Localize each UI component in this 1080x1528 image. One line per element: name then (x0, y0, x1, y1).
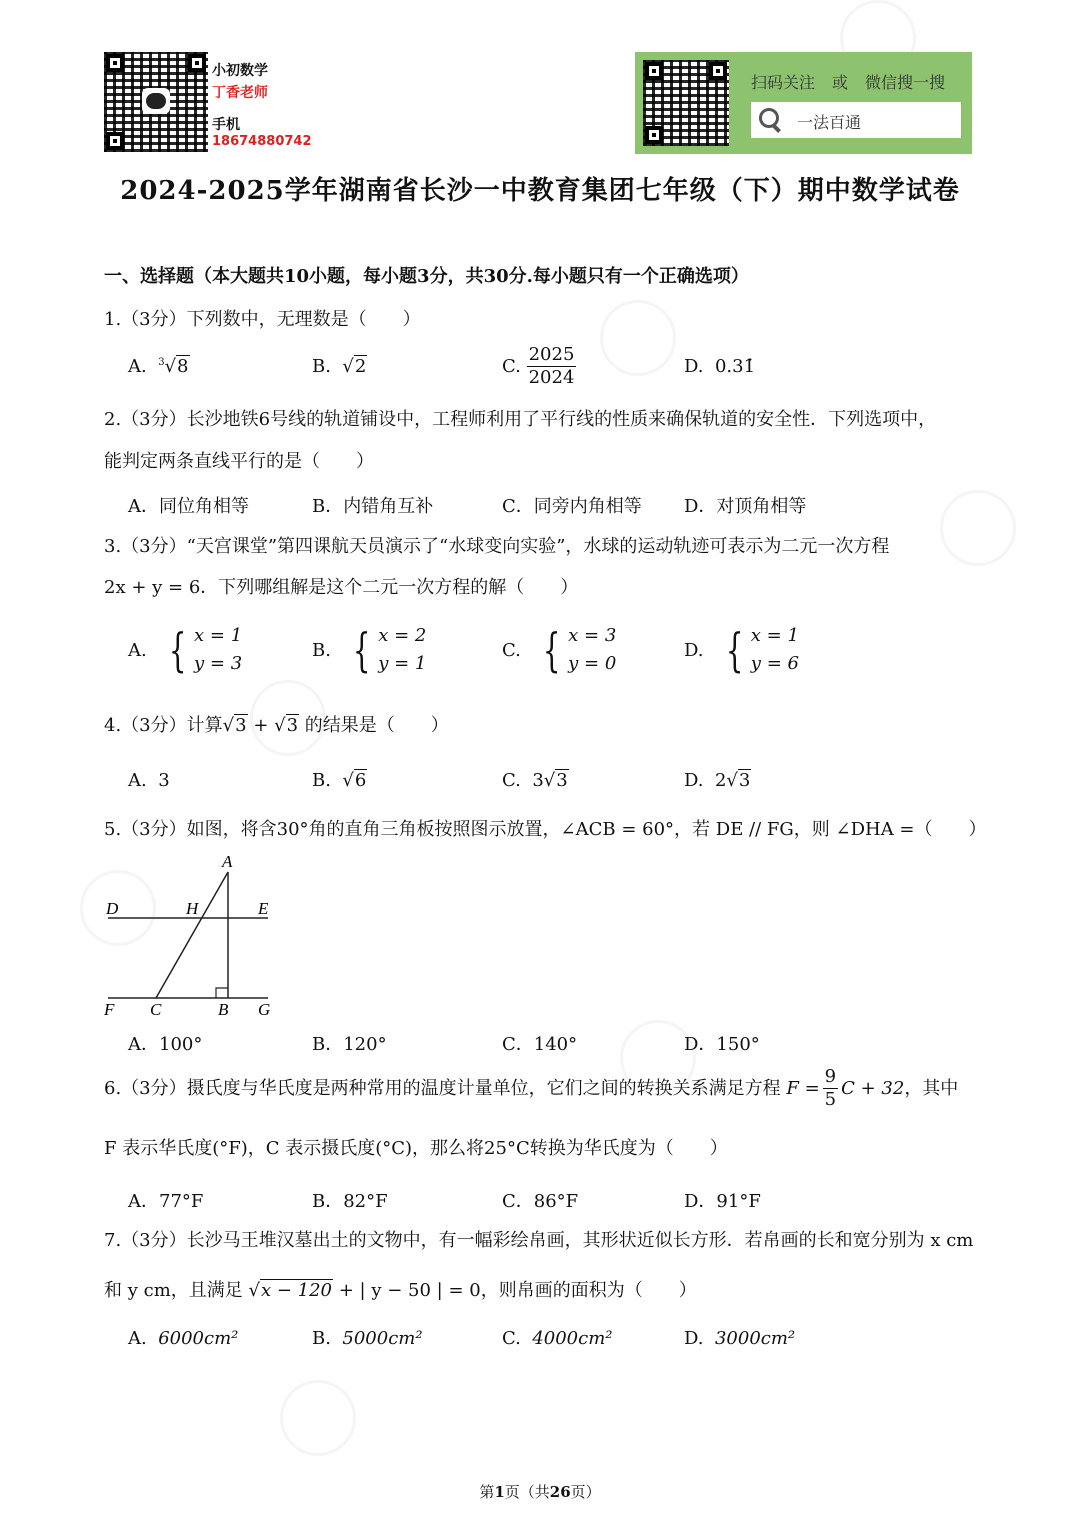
qr-code[interactable] (643, 60, 729, 146)
section-heading: 一、选择题（本大题共10小题，每小题3分，共30分.每小题只有一个正确选项） (104, 266, 749, 287)
question-5-stem: 5.（3分）如图，将含30°角的直角三角板按照图示放置，∠ACB = 60°，若 DE // FG，则 ∠DHA =（ ） (104, 819, 987, 840)
q5-option-c[interactable]: C．140° (502, 1034, 578, 1055)
scan-text: 扫码关注 (751, 73, 816, 92)
q7-option-d[interactable]: D. 3000cm² (684, 1328, 796, 1349)
phone-label: 手机 (212, 117, 240, 133)
q3-option-a[interactable]: A. { x = 1 y = 3 (128, 623, 243, 677)
q5-option-a[interactable]: A．100° (128, 1034, 203, 1055)
right-angle-mark (216, 988, 228, 998)
wechat-search-text: 微信搜一搜 (865, 73, 946, 92)
q5-option-b[interactable]: B．120° (312, 1034, 387, 1055)
question-7-stem-line1: 7.（3分）长沙马王堆汉墓出土的文物中，有一幅彩绘帛画，其形状近似长方形．若帛画的长和宽分别为 x cm (104, 1230, 974, 1251)
q4-option-d[interactable]: D. 2√3 (684, 770, 751, 791)
question-7-stem-line2: 和 y cm，且满足 √x − 120 + | y − 50 | = 0，则帛画的面积为（ ） (104, 1280, 697, 1301)
teacher-subject: 小初数学 (212, 63, 268, 79)
q2-option-d[interactable]: D．对顶角相等 (684, 496, 807, 517)
page-total: 26 (549, 1483, 571, 1501)
search-value: 一法百通 (797, 113, 862, 132)
phone-number: 18674880742 (212, 134, 312, 149)
q1-option-d[interactable]: D. 0.31̇ (684, 356, 756, 377)
label-g: G (258, 1000, 271, 1019)
q5-figure (100, 850, 280, 1022)
q7-option-a[interactable]: A. 6000cm² (128, 1328, 239, 1349)
q4-option-c[interactable]: C. 3√3 (502, 770, 568, 791)
qr-code[interactable] (104, 52, 208, 152)
q2-option-a[interactable]: A．同位角相等 (128, 496, 249, 517)
label-a: A (222, 852, 233, 871)
q6-option-d[interactable]: D．91°F (684, 1191, 761, 1212)
q5-option-d[interactable]: D．150° (684, 1034, 760, 1055)
label-f: F (104, 1000, 115, 1019)
question-3-stem-line1: 3.（3分）“天宫课堂”第四课航天员演示了“水球变向实验”，水球的运动轨迹可表示为二元一次方程 (104, 536, 890, 557)
page-footer: 第1页（共26页） (479, 1483, 601, 1501)
search-icon (759, 108, 781, 132)
question-3-stem-line2: 2x + y = 6．下列哪组解是这个二元一次方程的解（ ） (104, 577, 579, 598)
teacher-name: 丁香老师 (212, 85, 268, 101)
q7-option-b[interactable]: B. 5000cm² (312, 1328, 423, 1349)
watermark (280, 1380, 356, 1456)
q3-option-d[interactable]: D. { x = 1 y = 6 (684, 623, 799, 677)
label-b: B (218, 1000, 229, 1019)
q6-option-a[interactable]: A．77°F (128, 1191, 204, 1212)
q2-option-c[interactable]: C．同旁内角相等 (502, 496, 642, 517)
question-2-stem-line2: 能判定两条直线平行的是（ ） (104, 451, 374, 472)
label-c: C (150, 1000, 162, 1019)
q1-option-a[interactable]: A. $^3$√8 (128, 356, 189, 377)
q1-option-b[interactable]: B. √2 (312, 356, 367, 377)
question-4-stem: 4.（3分）计算√3 + √3 的结果是（ ） (104, 715, 449, 736)
contact-card (104, 52, 312, 154)
q6-option-c[interactable]: C．86°F (502, 1191, 579, 1212)
question-2-stem-line1: 2.（3分）长沙地铁6号线的轨道铺设中，工程师利用了平行线的性质来确保轨道的安全性．下列选项中， (104, 409, 937, 430)
q7-option-c[interactable]: C. 4000cm² (502, 1328, 613, 1349)
wechat-icon (142, 88, 170, 114)
q4-option-b[interactable]: B. √6 (312, 770, 367, 791)
follow-banner (635, 52, 972, 154)
q1-option-c[interactable]: C. $\frac{2025}{2024}$ (502, 344, 575, 388)
watermark (600, 300, 676, 376)
or-text: 或 (832, 73, 849, 92)
question-6-stem-line2: F 表示华氏度(°F)，C 表示摄氏度(°C)，那么将25°C转换为华氏度为（ ） (104, 1138, 728, 1159)
q6-option-b[interactable]: B．82°F (312, 1191, 388, 1212)
question-6-stem-line1: 6.（3分）摄氏度与华氏度是两种常用的温度计量单位，它们之间的转换关系满足方程 F = $\frac{9}{5}$ C + 32 ，其中 (104, 1066, 959, 1110)
page-number: 1 (494, 1483, 505, 1501)
exam-title: 2024-2025学年湖南省长沙一中教育集团七年级（下）期中数学试卷 (120, 176, 960, 206)
q3-option-c[interactable]: C. { x = 3 y = 0 (502, 623, 617, 677)
q4-option-a[interactable]: A. 3 (128, 770, 170, 791)
search-box[interactable] (751, 102, 961, 138)
question-1-stem: 1.（3分）下列数中，无理数是（ ） (104, 309, 421, 330)
watermark (940, 490, 1016, 566)
label-d: D (106, 899, 119, 918)
line-ac (156, 872, 228, 998)
label-h: H (186, 899, 199, 918)
q3-option-b[interactable]: B. { x = 2 y = 1 (312, 623, 427, 677)
label-e: E (258, 899, 269, 918)
q2-option-b[interactable]: B．内错角互补 (312, 496, 434, 517)
